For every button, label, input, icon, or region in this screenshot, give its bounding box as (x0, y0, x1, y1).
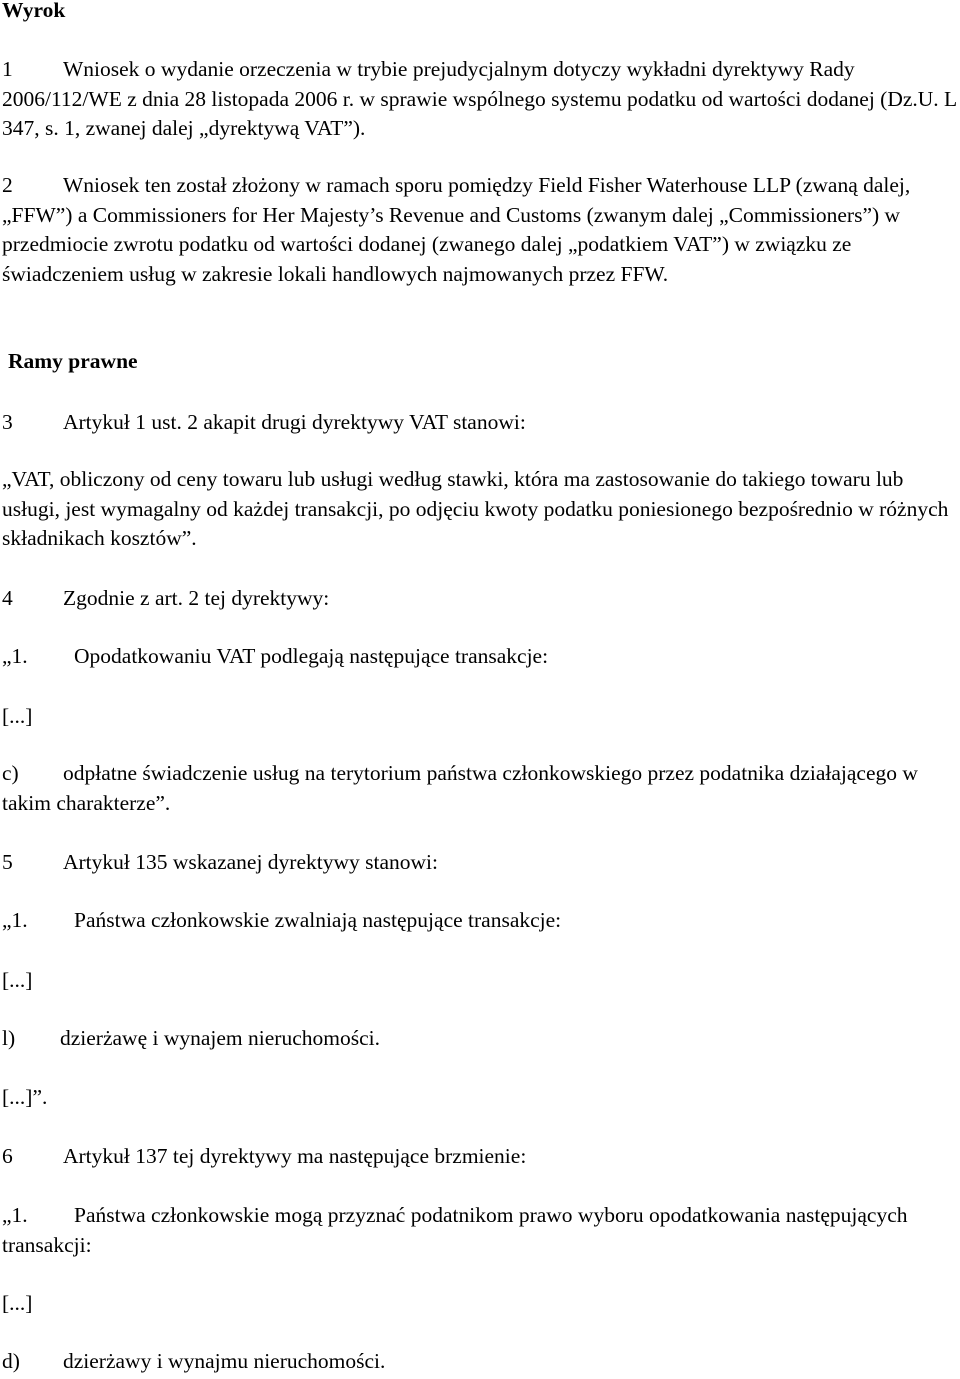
quote-text: odpłatne świadczenie usług na terytorium państwa członkowskiego przez podatnika działającego w takim charakterze”. (2, 761, 918, 815)
quote-text: dzierżawy i wynajmu nieruchomości. (63, 1349, 386, 1373)
ellipsis: [...] (2, 968, 33, 992)
paragraph-5 (2, 848, 957, 878)
document-title: Wyrok (2, 0, 66, 22)
quote-number: „1. (2, 908, 28, 932)
paragraph-text: Wniosek o wydanie orzeczenia w trybie prejudycjalnym dotyczy wykładni dyrektywy Rady 2006/112/WE z dnia 28 listopada 2006 r. w sprawie wspólnego systemu podatku od wartości dodanej (Dz.U. L 347, s. 1, zwanej dalej „dyrektywą VAT”). (2, 57, 957, 140)
quote-number: l) (2, 1026, 16, 1050)
paragraph-text: Zgodnie z art. 2 tej dyrektywy: (63, 586, 330, 610)
quote-article-137-point-d (2, 1347, 957, 1377)
quote-article-1: „VAT, obliczony od ceny towaru lub usługi według stawki, która ma zastosowanie do takiego towaru lub usługi, jest wymagalny od każdej transakcji, po odjęciu kwoty podatku poniesionego bezpośrednio w różnych składnikach kosztów”. (2, 467, 949, 550)
quote-number: c) (2, 761, 19, 785)
ellipsis: [...]”. (2, 1085, 48, 1109)
quote-text: Opodatkowaniu VAT podlegają następujące transakcje: (74, 644, 549, 668)
paragraph-1 (2, 55, 957, 144)
paragraph-3 (2, 408, 957, 438)
ellipsis: [...] (2, 704, 33, 728)
section-heading: Ramy prawne (8, 349, 138, 373)
paragraph-text: Artykuł 135 wskazanej dyrektywy stanowi: (63, 850, 438, 874)
quote-text: dzierżawę i wynajem nieruchomości. (60, 1026, 380, 1050)
quote-article-2-point-1 (2, 642, 957, 672)
quote-article-135-point-l (2, 1024, 957, 1054)
quote-text: Państwa członkowskie zwalniają następujące transakcje: (74, 908, 562, 932)
paragraph-text: Artykuł 137 tej dyrektywy ma następujące brzmienie: (63, 1144, 527, 1168)
paragraph-number: 3 (2, 410, 13, 434)
quote-text: Państwa członkowskie mogą przyznać podatnikom prawo wyboru opodatkowania następujących transakcji: (2, 1203, 908, 1257)
paragraph-6 (2, 1142, 957, 1172)
paragraph-number: 1 (2, 57, 13, 81)
quote-number: „1. (2, 644, 28, 668)
ellipsis: [...] (2, 1291, 33, 1315)
paragraph-4 (2, 584, 957, 614)
quote-article-2-point-c (2, 759, 957, 818)
quote-number: „1. (2, 1203, 28, 1227)
paragraph-number: 4 (2, 586, 13, 610)
paragraph-text: Wniosek ten został złożony w ramach sporu pomiędzy Field Fisher Waterhouse LLP (zwaną dalej, „FFW”) a Commissioners for Her Majesty’s Revenue and Customs (zwanym dalej „Commissioners”) w przedmiocie zwrotu podatku od wartości dodanej (zwanego dalej „podatkiem VAT”) w związku ze świadczeniem usług w zakresie lokali handlowych najmowanych przez FFW. (2, 173, 911, 286)
quote-article-137-point-1 (2, 1201, 957, 1260)
paragraph-2 (2, 171, 957, 289)
paragraph-number: 5 (2, 850, 13, 874)
paragraph-number: 6 (2, 1144, 13, 1168)
quote-article-135-point-1 (2, 906, 957, 936)
quote-number: d) (2, 1349, 20, 1373)
paragraph-number: 2 (2, 173, 13, 197)
paragraph-text: Artykuł 1 ust. 2 akapit drugi dyrektywy VAT stanowi: (63, 410, 526, 434)
